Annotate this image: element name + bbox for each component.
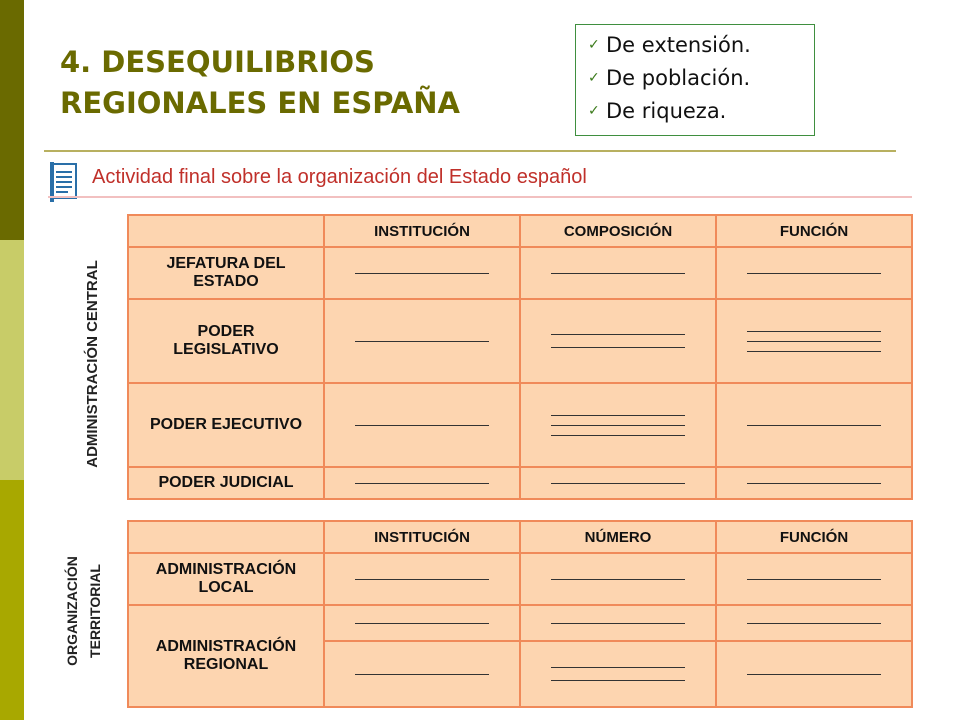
answer-blank[interactable]: [355, 425, 489, 426]
row-label: ADMINISTRACIÓN LOCAL: [128, 553, 324, 605]
checklist-item: [588, 95, 814, 128]
answer-blank[interactable]: [551, 334, 685, 335]
header-institucion: INSTITUCIÓN: [324, 521, 520, 553]
answer-cell: [324, 247, 520, 299]
central-administration-table: [127, 214, 913, 500]
answer-blank[interactable]: [747, 331, 881, 332]
answer-cell: [520, 467, 716, 499]
answer-cell: [520, 605, 716, 641]
answer-blank[interactable]: [551, 347, 685, 348]
sidebar-band-dark: [0, 0, 24, 240]
header-funcion: FUNCIÓN: [716, 521, 912, 553]
row-label: JEFATURA DEL ESTADO: [128, 247, 324, 299]
answer-blank[interactable]: [551, 579, 685, 580]
answer-blank[interactable]: [747, 674, 881, 675]
answer-blank[interactable]: [747, 351, 881, 352]
answer-blank[interactable]: [747, 623, 881, 624]
page-title-line1: 4. DESEQUILIBRIOS: [60, 45, 375, 79]
page-title: [60, 42, 460, 124]
answer-blank[interactable]: [551, 415, 685, 416]
sidebar-band-light: [0, 240, 24, 480]
checklist-item: [588, 29, 814, 62]
activity-title: Actividad final sobre la organización del Estado español: [92, 166, 587, 188]
answer-cell: [324, 467, 520, 499]
answer-blank[interactable]: [551, 435, 685, 436]
answer-blank[interactable]: [355, 483, 489, 484]
row-label: PODER JUDICIAL: [128, 467, 324, 499]
answer-cell: [324, 605, 520, 641]
answer-cell: [520, 247, 716, 299]
answer-cell: [716, 641, 912, 707]
activity-underline: [48, 196, 912, 198]
row-label: PODER EJECUTIVO: [128, 383, 324, 467]
territorial-organization-table: [127, 520, 913, 708]
answer-blank[interactable]: [747, 425, 881, 426]
answer-cell: [324, 383, 520, 467]
answer-cell: [716, 467, 912, 499]
answer-blank[interactable]: [355, 674, 489, 675]
header-funcion: FUNCIÓN: [716, 215, 912, 247]
central-side-label: [78, 236, 108, 492]
checklist-item-label: De riqueza.: [606, 99, 727, 123]
territorial-side-label-line2: TERRITORIAL: [87, 564, 103, 658]
answer-cell: [520, 299, 716, 383]
answer-blank[interactable]: [747, 341, 881, 342]
answer-blank[interactable]: [551, 623, 685, 624]
checklist-box: [575, 24, 815, 136]
answer-blank[interactable]: [355, 623, 489, 624]
decorative-sidebar: [0, 0, 24, 720]
checkmark-icon: ✓: [588, 103, 600, 119]
page-title-line2: REGIONALES EN ESPAÑA: [60, 86, 460, 120]
sidebar-band-olive: [0, 480, 24, 720]
answer-blank[interactable]: [747, 579, 881, 580]
answer-cell: [520, 553, 716, 605]
checkmark-icon: ✓: [588, 70, 600, 86]
answer-blank[interactable]: [355, 341, 489, 342]
answer-cell: [324, 553, 520, 605]
checklist-item: [588, 62, 814, 95]
answer-cell: [520, 383, 716, 467]
answer-cell: [716, 605, 912, 641]
territorial-side-label: [61, 521, 111, 701]
checkmark-icon: ✓: [588, 37, 600, 53]
answer-cell: [716, 299, 912, 383]
answer-cell: [324, 641, 520, 707]
row-label: ADMINISTRACIÓN REGIONAL: [128, 605, 324, 707]
answer-blank[interactable]: [551, 483, 685, 484]
answer-cell: [520, 641, 716, 707]
answer-cell: [716, 553, 912, 605]
header-composicion: COMPOSICIÓN: [520, 215, 716, 247]
answer-blank[interactable]: [747, 483, 881, 484]
answer-cell: [716, 383, 912, 467]
answer-blank[interactable]: [551, 667, 685, 668]
territorial-side-label-line1: ORGANIZACIÓN: [64, 556, 80, 666]
answer-cell: [324, 299, 520, 383]
header-numero: NÚMERO: [520, 521, 716, 553]
answer-blank[interactable]: [355, 579, 489, 580]
answer-blank[interactable]: [551, 273, 685, 274]
answer-blank[interactable]: [551, 425, 685, 426]
header-empty-cell: [128, 215, 324, 247]
row-label: PODER LEGISLATIVO: [128, 299, 324, 383]
header-empty-cell: [128, 521, 324, 553]
title-divider: [44, 150, 896, 152]
checklist-item-label: De extensión.: [606, 33, 751, 57]
answer-blank[interactable]: [355, 273, 489, 274]
answer-cell: [716, 247, 912, 299]
answer-blank[interactable]: [747, 273, 881, 274]
header-institucion: INSTITUCIÓN: [324, 215, 520, 247]
central-side-label-text: ADMINISTRACIÓN CENTRAL: [84, 260, 101, 468]
answer-blank[interactable]: [551, 680, 685, 681]
checklist-item-label: De población.: [606, 66, 751, 90]
